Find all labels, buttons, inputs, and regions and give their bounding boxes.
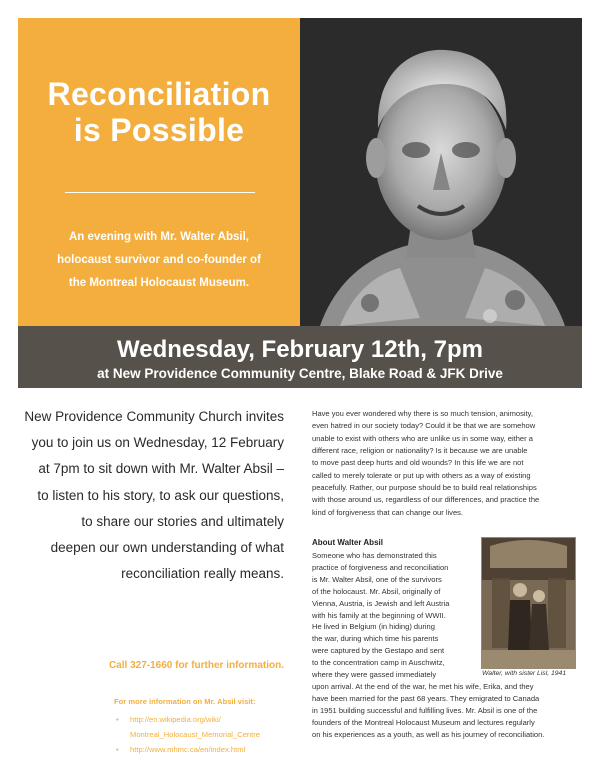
museum-link[interactable]: • http://www.mhmc.ca/en/index.html bbox=[130, 745, 246, 754]
historical-photo bbox=[481, 537, 576, 669]
event-title-line-2: is Possible bbox=[73, 112, 245, 148]
event-subtitle-line: An evening with Mr. Walter Absil, bbox=[69, 231, 249, 243]
about-line: were captured by the Gestapo and sent bbox=[312, 646, 445, 656]
paragraph-line: peacefully. Rather, our purpose should be to build real relationships bbox=[312, 483, 537, 493]
about-line: with his family at the beginning of WWII. bbox=[312, 610, 446, 620]
about-line: on his experiences as a youth, as well as his journey of reconciliation. bbox=[312, 729, 545, 739]
event-subtitle-line: the Montreal Holocaust Museum. bbox=[68, 277, 250, 289]
paragraph-line: kind of forgiveness that can change our lives. bbox=[312, 507, 464, 517]
intro-paragraph bbox=[312, 408, 584, 519]
invitation-text bbox=[22, 404, 284, 587]
wikipedia-link-line-1[interactable]: • http://en.wikipedia.org/wiki/ bbox=[130, 715, 221, 724]
event-title bbox=[18, 76, 300, 148]
about-line: upon arrival. At the end of the war, he met his wife, Erika, and they bbox=[312, 681, 534, 691]
event-subtitle-line: holocaust survivor and co-founder of bbox=[57, 254, 261, 266]
portrait-illustration bbox=[300, 18, 582, 326]
wikipedia-link-item[interactable] bbox=[114, 712, 294, 742]
about-line: Vienna, Austria, is Jewish and left Austria bbox=[312, 598, 450, 608]
more-info-heading: For more information on Mr. Absil visit: bbox=[114, 697, 256, 706]
event-venue: at New Providence Community Centre, Blake Road & JFK Drive bbox=[97, 366, 503, 381]
invitation-line: reconciliation really means. bbox=[121, 566, 284, 582]
invitation-line: to share our stories and ultimately bbox=[81, 513, 284, 529]
invitation-line: at 7pm to sit down with Mr. Walter Absil – bbox=[38, 461, 284, 477]
title-divider bbox=[65, 192, 255, 193]
paragraph-line: with those around us, regardless of our differences, and practice the bbox=[312, 495, 540, 505]
event-date-banner bbox=[18, 326, 582, 388]
hero-panel bbox=[18, 18, 300, 326]
more-info-section bbox=[114, 694, 294, 757]
contact-phone-line: Call 327-1660 for further information. bbox=[108, 660, 284, 671]
about-line: He lived in Belgium (in hiding) during bbox=[312, 622, 435, 632]
invitation-line: deepen our own understanding of what bbox=[50, 540, 284, 556]
historical-photo-illustration bbox=[482, 538, 575, 668]
about-line: is Mr. Walter Absil, one of the survivors bbox=[312, 574, 442, 584]
about-heading: About Walter Absil bbox=[312, 538, 383, 547]
paragraph-line: different race, religion or nationality? Is it because we are unable bbox=[312, 446, 528, 456]
about-line: of the holocaust. Mr. Absil, originally of bbox=[312, 586, 441, 596]
about-line: have been married for the past 68 years. They emigrated to Canada bbox=[312, 693, 540, 703]
paragraph-line: even hatred in our society today? Could it be that we are somehow bbox=[312, 421, 536, 431]
more-info-links bbox=[114, 712, 294, 757]
portrait-photo bbox=[300, 18, 582, 326]
invitation-line: you to join us on Wednesday, 12 February bbox=[31, 435, 284, 451]
paragraph-line: to move past deep hurts and old wounds? In this life we are not bbox=[312, 458, 524, 468]
photo-caption: Walter, with sister Lisl, 1941 bbox=[482, 670, 567, 677]
paragraph-line: Have you ever wondered why there is so much tension, animosity, bbox=[312, 409, 533, 418]
about-line: founders of the Montreal Holocaust Museum and lectures regularly bbox=[312, 717, 535, 727]
invitation-line: New Providence Community Church invites bbox=[24, 409, 284, 424]
event-subtitle bbox=[38, 226, 280, 295]
event-title-line-1: Reconciliation bbox=[47, 76, 271, 112]
about-line: the war, during which time his parents bbox=[312, 634, 439, 644]
wikipedia-link-line-2[interactable]: Montreal_Holocaust_Memorial_Centre bbox=[130, 730, 260, 739]
about-line: practice of forgiveness and reconciliation bbox=[312, 562, 449, 572]
event-date: Wednesday, February 12th, 7pm bbox=[117, 336, 483, 363]
about-line: where they were gassed immediately bbox=[312, 670, 437, 680]
paragraph-line: called to merely tolerate or put up with others as a way of existing bbox=[312, 470, 531, 480]
paragraph-line: unable to exist with others who are unlike us in some way, either a bbox=[312, 433, 533, 443]
about-line: in 1951 building successful and fulfilling lives. Mr. Absil is one of the bbox=[312, 705, 538, 715]
about-line: to the concentration camp in Auschwitz, bbox=[312, 658, 445, 668]
about-line: Someone who has demonstrated this bbox=[312, 551, 437, 560]
museum-link-item[interactable] bbox=[114, 742, 294, 757]
invitation-line: to listen to his story, to ask our questions, bbox=[37, 487, 284, 503]
